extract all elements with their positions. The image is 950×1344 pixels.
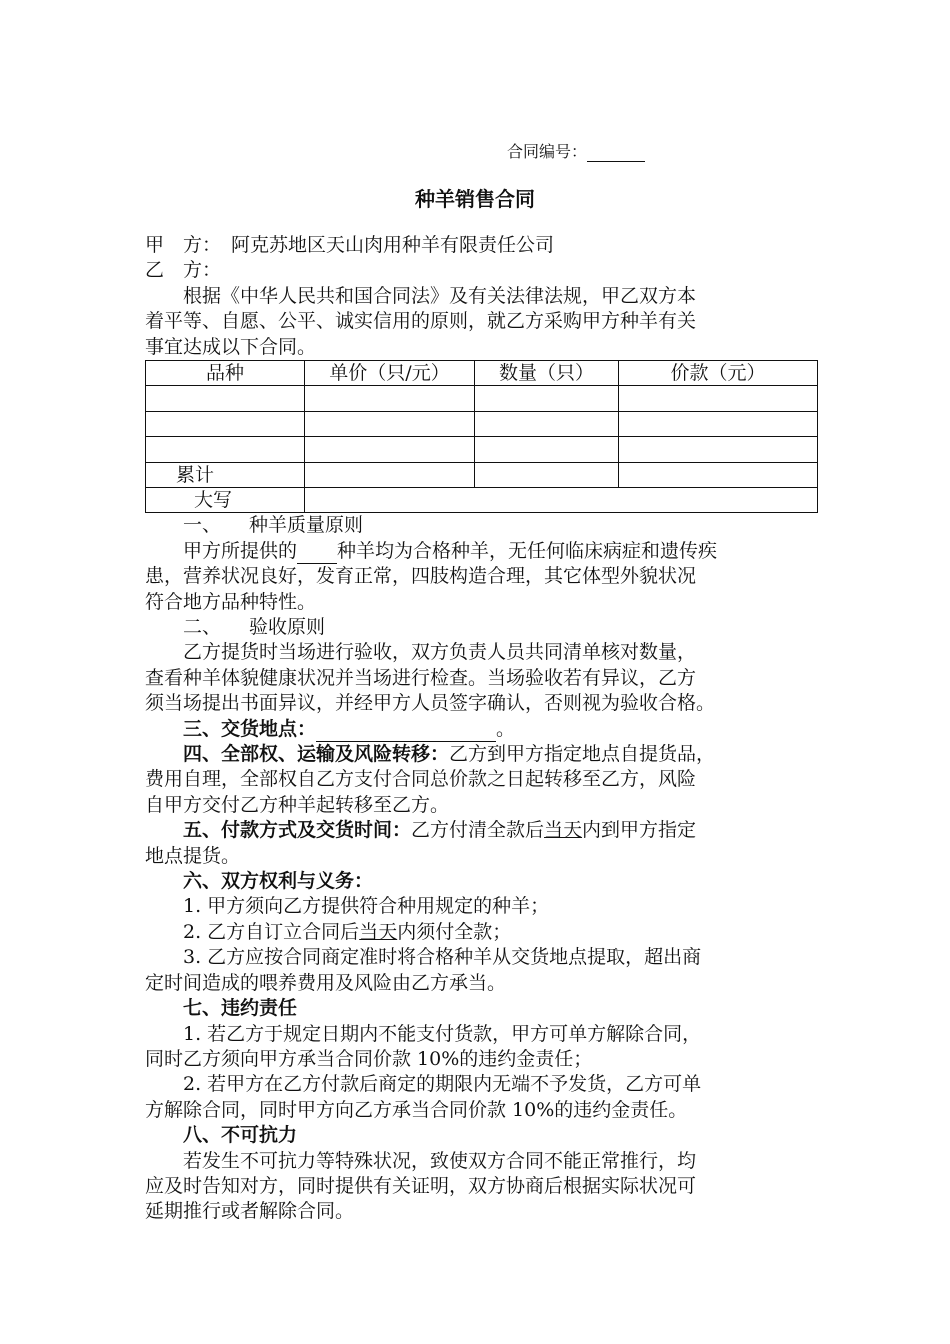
- document-title: 种羊销售合同: [415, 187, 535, 211]
- section4-first: 乙方到甲方指定地点自提货品，: [449, 743, 716, 766]
- section6-heading: 六、双方权利与义务：: [183, 870, 374, 893]
- section5-line-1: [145, 818, 817, 843]
- section6-item-2-underlined: 当天: [359, 920, 398, 943]
- section5-line-2: 地点提货。: [145, 844, 241, 867]
- contract-number-blank[interactable]: [587, 143, 645, 162]
- section6-item-2: [145, 920, 817, 945]
- contract-body: [145, 233, 817, 1225]
- table-cell[interactable]: [305, 386, 475, 411]
- table-cell[interactable]: [146, 437, 305, 462]
- contract-number: [507, 139, 645, 162]
- section2-line-2: 查看种羊体貌健康状况并当场进行检查。当场验收若有异议，乙方: [145, 666, 697, 689]
- contract-number-label: 合同编号：: [507, 142, 588, 161]
- table-cell[interactable]: [619, 411, 818, 436]
- table-total-label: 累计: [146, 462, 305, 487]
- table-row: [146, 411, 818, 436]
- section6-item-2-b: 内须付全款；: [397, 920, 512, 943]
- party-a-label: 甲 方：: [145, 234, 222, 256]
- party-b: [145, 258, 817, 283]
- table-row: [146, 437, 818, 462]
- section6-item-3-cont: 定时间造成的喂养费用及风险由乙方承当。: [145, 971, 507, 994]
- table-cell[interactable]: [475, 386, 619, 411]
- variety-blank[interactable]: [297, 543, 337, 564]
- table-cell[interactable]: [619, 462, 818, 487]
- table-total-row: [146, 462, 818, 487]
- section5-text-b: 内到甲方指定: [582, 819, 697, 842]
- party-a: [145, 233, 817, 258]
- goods-table: [145, 360, 818, 513]
- section7-heading: 七、违约责任: [183, 997, 298, 1020]
- section1-text-a: 甲方所提供的: [183, 539, 298, 562]
- table-capital-label: 大写: [146, 487, 305, 512]
- table-capital-value[interactable]: [305, 487, 818, 512]
- section8-line-2: 应及时告知对方，同时提供有关证明，双方协商后根据实际状况可: [145, 1174, 697, 1197]
- section6-item-2-a: 2. 乙方自订立合同后: [183, 920, 360, 943]
- section5-heading: 五、付款方式及交货时间：: [183, 819, 412, 842]
- section7-item-2-cont: 方解除合同，同时甲方向乙方承当合同价款 10%的违约金责任。: [145, 1098, 688, 1121]
- section8-line-3: 延期推行或者解除合同。: [145, 1200, 355, 1223]
- table-cell[interactable]: [305, 462, 475, 487]
- table-cell[interactable]: [146, 386, 305, 411]
- section1-heading-num: 一、: [183, 514, 222, 537]
- section1-text-b: 种羊均为合格种羊，无任何临床病症和遗传疾: [337, 539, 718, 562]
- section1-line-3: 符合地方品种特性。: [145, 590, 317, 613]
- table-cell[interactable]: [619, 386, 818, 411]
- section1-line-2: 患，营养状况良好，发育正常，四肢构造合理，其它体型外貌状况: [145, 565, 697, 588]
- section3-heading: [145, 717, 817, 742]
- table-capital-row: [146, 487, 818, 512]
- table-cell[interactable]: [475, 411, 619, 436]
- section8-line-1: 若发生不可抗力等特殊状况，致使双方合同不能正常推行，均: [183, 1149, 697, 1172]
- table-header-amount: 价款（元）: [619, 361, 818, 386]
- party-b-label: 乙 方：: [145, 259, 222, 282]
- section4-line-2: 费用自理，全部权自乙方支付合同总价款之日起转移至乙方，风险: [145, 768, 697, 791]
- party-a-name: 阿克苏地区天山肉用种羊有限责任公司: [231, 234, 555, 256]
- preamble-line-3: 事宜达成以下合同。: [145, 335, 317, 358]
- table-cell[interactable]: [475, 437, 619, 462]
- section2-heading-text: 验收原则: [249, 616, 326, 638]
- delivery-location-blank[interactable]: [316, 721, 496, 742]
- section2-heading: [145, 615, 817, 640]
- section6-item-1: 1. 甲方须向乙方提供符合种用规定的种羊；: [183, 895, 550, 918]
- table-header-unit-price: 单价（只/元）: [305, 361, 475, 386]
- section4-line-1: [145, 742, 817, 767]
- section1-heading-text: 种羊质量原则: [249, 514, 364, 537]
- table-cell[interactable]: [305, 437, 475, 462]
- preamble-line-1: 根据《中华人民共和国合同法》及有关法律法规，甲乙双方本: [183, 284, 697, 307]
- table-row: [146, 386, 818, 411]
- section7-item-2: 2. 若甲方在乙方付款后商定的期限内无端不予发货，乙方可单: [183, 1073, 702, 1096]
- section2-heading-num: 二、: [183, 616, 222, 638]
- section6-item-3: 3. 乙方应按合同商定准时将合格种羊从交货地点提取，超出商: [183, 946, 702, 969]
- section8-heading: 八、不可抗力: [183, 1124, 298, 1147]
- table-cell[interactable]: [619, 437, 818, 462]
- section4-heading: 四、全部权、运输及风险转移：: [183, 743, 450, 766]
- section2-line-1: 乙方提货时当场进行验收，双方负责人员共同清单核对数量，: [183, 641, 697, 664]
- section7-item-1: 1. 若乙方于规定日期内不能支付货款，甲方可单方解除合同，: [183, 1022, 702, 1045]
- preamble-line-2: 着平等、自愿、公平、诚实信用的原则，就乙方采购甲方种羊有关: [145, 310, 697, 333]
- section1-line-1: [145, 539, 817, 564]
- table-header-row: [146, 361, 818, 386]
- section5-text-underlined: 当天: [544, 819, 583, 842]
- table-cell[interactable]: [475, 462, 619, 487]
- section4-line-3: 自甲方交付乙方种羊起转移至乙方。: [145, 793, 450, 816]
- section3-end: 。: [496, 717, 516, 740]
- section1-heading: [145, 513, 817, 538]
- section7-item-1-cont: 同时乙方须向甲方承当合同价款 10%的违约金责任；: [145, 1047, 593, 1070]
- table-cell[interactable]: [146, 411, 305, 436]
- section3-heading-text: 三、交货地点：: [183, 717, 317, 740]
- section5-text-a: 乙方付清全款后: [411, 819, 545, 842]
- table-header-quantity: 数量（只）: [475, 361, 619, 386]
- section2-line-3: 须当场提出书面异议，并经甲方人员签字确认，否则视为验收合格。: [145, 692, 716, 715]
- table-header-variety: 品种: [146, 361, 305, 386]
- table-cell[interactable]: [305, 411, 475, 436]
